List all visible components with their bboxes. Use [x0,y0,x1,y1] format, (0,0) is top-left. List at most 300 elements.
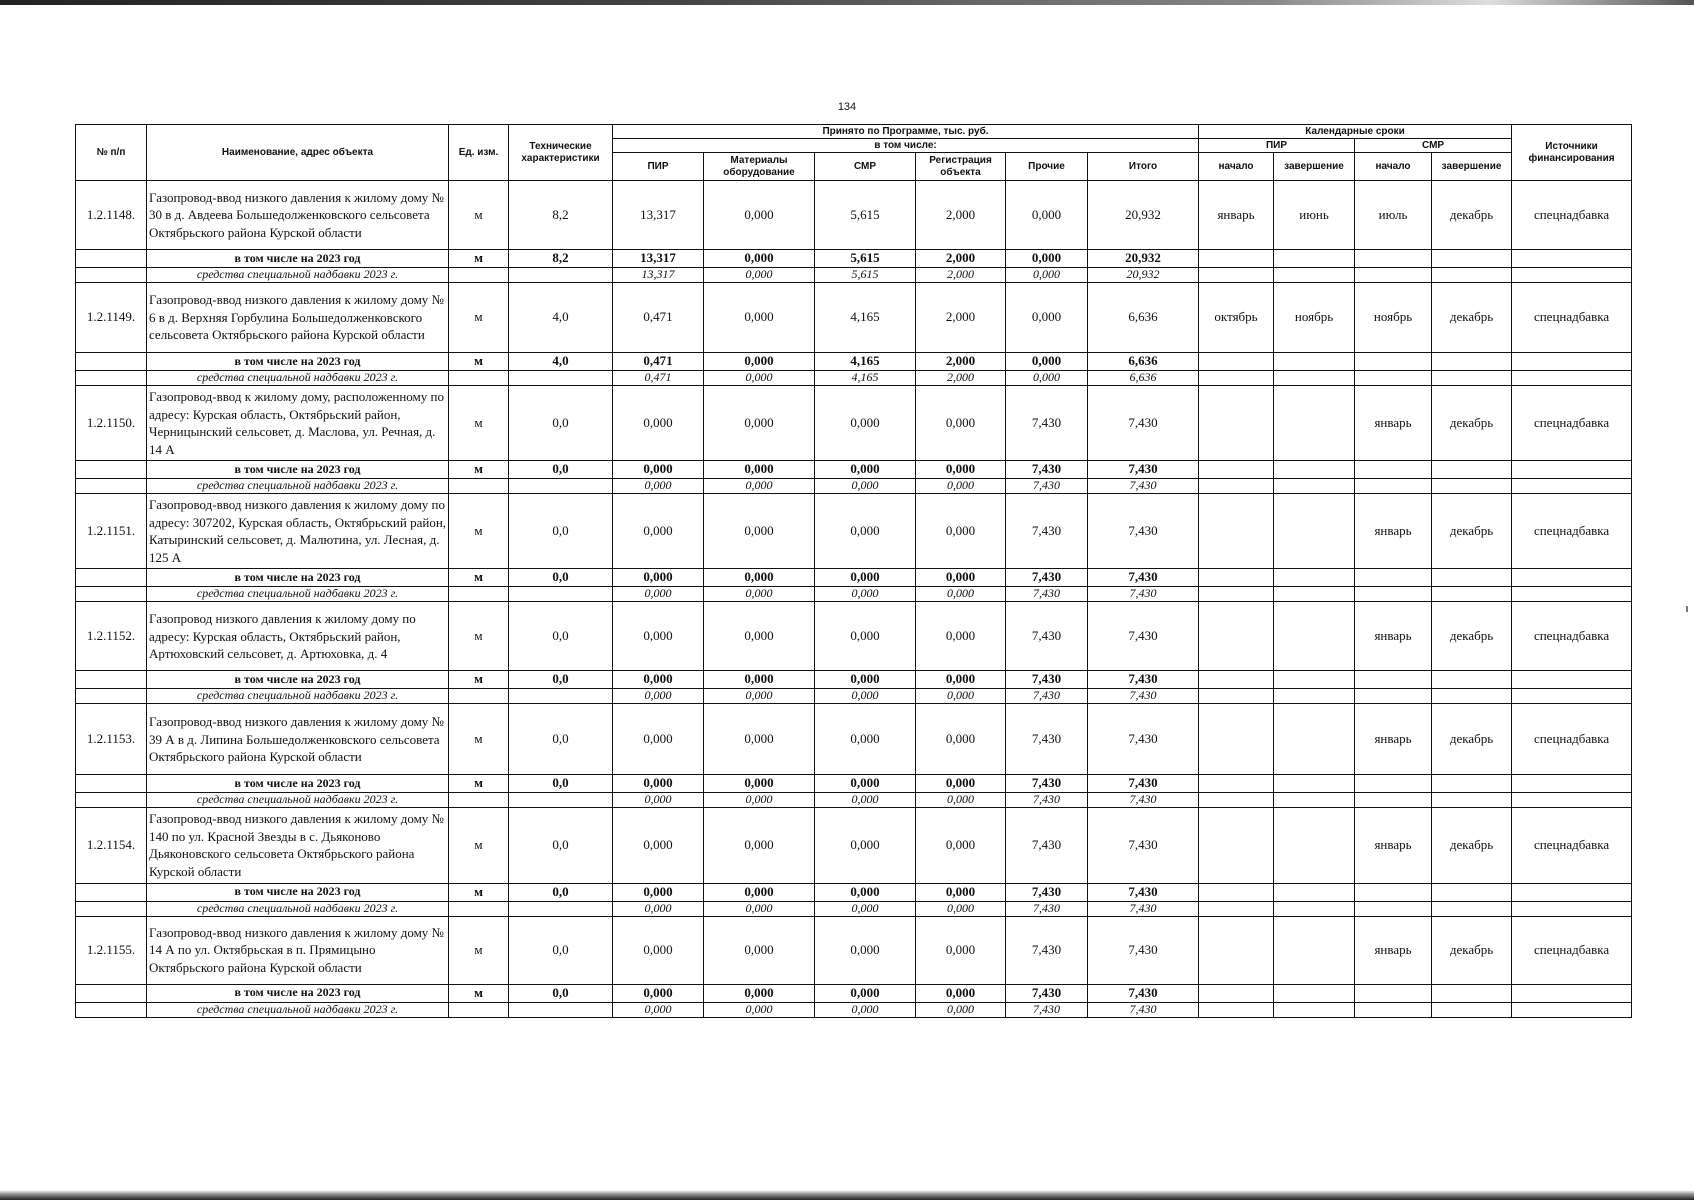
other-cell: 0,000 [1006,250,1088,268]
total-cell: 7,430 [1088,1002,1199,1017]
empty-cell [1432,689,1512,704]
special-surcharge-row [76,901,1632,916]
empty-cell [449,1002,509,1017]
including-header: в том числе: [613,139,1199,153]
other-cell: 7,430 [1006,704,1088,775]
empty-cell [1432,461,1512,479]
other-cell: 7,430 [1006,916,1088,984]
total-cell: 6,636 [1088,283,1199,353]
materials-cell: 0,000 [704,883,815,901]
empty-cell [1432,371,1512,386]
materials-cell: 0,000 [704,775,815,793]
total-cell: 7,430 [1088,916,1199,984]
other-cell: 7,430 [1006,587,1088,602]
pir-cell: 0,000 [613,602,704,671]
other-cell: 7,430 [1006,671,1088,689]
empty-cell [1512,353,1632,371]
pir-end-cell [1274,808,1355,883]
pir-cell: 0,000 [613,704,704,775]
total-cell: 6,636 [1088,371,1199,386]
empty-cell [1512,587,1632,602]
registration-cell: 0,000 [916,386,1006,461]
pir-start-cell: октябрь [1199,283,1274,353]
smr-cell: 0,000 [815,901,916,916]
smr-cell: 4,165 [815,283,916,353]
smr-cell: 0,000 [815,808,916,883]
smr-cell: 0,000 [815,569,916,587]
total-cell: 7,430 [1088,901,1199,916]
col-pir-header: ПИР [613,153,704,181]
object-name: Газопровод-ввод к жилому дому, расположенному по адресу: Курская область, Октябрьский район, Черницынский сельсовет, д. Маслова, ул. Речная, д. 14 А [147,386,449,461]
smr-end-cell: декабрь [1432,704,1512,775]
total-cell: 7,430 [1088,602,1199,671]
materials-cell: 0,000 [704,587,815,602]
special-surcharge-label: средства специальной надбавки 2023 г. [147,793,449,808]
col-smr-start-header: начало [1355,153,1432,181]
unit-cell: м [449,283,509,353]
special-surcharge-label: средства специальной надбавки 2023 г. [147,479,449,494]
empty-cell [1355,689,1432,704]
empty-cell [76,461,147,479]
other-cell: 7,430 [1006,793,1088,808]
header-row-1 [76,125,1632,139]
tech-cell: 0,0 [509,569,613,587]
empty-cell [76,793,147,808]
pir-cell: 0,000 [613,461,704,479]
empty-cell [1199,984,1274,1002]
special-surcharge-row [76,371,1632,386]
smr-start-cell: январь [1355,494,1432,569]
registration-cell: 2,000 [916,371,1006,386]
empty-cell [1274,793,1355,808]
empty-cell [1432,587,1512,602]
other-cell: 7,430 [1006,775,1088,793]
empty-cell [1355,479,1432,494]
year-2023-row [76,984,1632,1002]
unit-cell: м [449,250,509,268]
pir-cell: 0,000 [613,901,704,916]
source-cell: спецнадбавка [1512,494,1632,569]
special-surcharge-label: средства специальной надбавки 2023 г. [147,1002,449,1017]
special-surcharge-row [76,479,1632,494]
registration-cell: 2,000 [916,181,1006,250]
empty-cell [509,268,613,283]
smr-cell: 5,615 [815,268,916,283]
object-row [76,494,1632,569]
registration-cell: 0,000 [916,587,1006,602]
registration-cell: 0,000 [916,461,1006,479]
empty-cell [1199,587,1274,602]
empty-cell [1199,461,1274,479]
tech-cell: 0,0 [509,775,613,793]
empty-cell [1512,883,1632,901]
special-surcharge-row [76,587,1632,602]
materials-cell: 0,000 [704,268,815,283]
special-surcharge-row [76,793,1632,808]
empty-cell [1274,479,1355,494]
smr-cell: 0,000 [815,671,916,689]
year-2023-label: в том числе на 2023 год [147,250,449,268]
pir-end-cell [1274,602,1355,671]
col-total-header: Итого [1088,153,1199,181]
pir-cell: 0,000 [613,479,704,494]
calendar-header: Календарные сроки [1199,125,1512,139]
other-cell: 0,000 [1006,283,1088,353]
empty-cell [1512,984,1632,1002]
smr-end-cell: декабрь [1432,602,1512,671]
empty-cell [1355,984,1432,1002]
registration-cell: 0,000 [916,671,1006,689]
pir-end-cell [1274,386,1355,461]
empty-cell [449,371,509,386]
year-2023-label: в том числе на 2023 год [147,569,449,587]
empty-cell [509,371,613,386]
materials-cell: 0,000 [704,353,815,371]
pir-end-cell [1274,704,1355,775]
pir-end-cell: июнь [1274,181,1355,250]
unit-cell: м [449,775,509,793]
tech-cell: 0,0 [509,808,613,883]
other-cell: 7,430 [1006,689,1088,704]
unit-cell: м [449,353,509,371]
registration-cell: 0,000 [916,479,1006,494]
empty-cell [1274,353,1355,371]
registration-cell: 0,000 [916,883,1006,901]
year-2023-label: в том числе на 2023 год [147,353,449,371]
total-cell: 7,430 [1088,793,1199,808]
pir-start-cell [1199,602,1274,671]
empty-cell [1432,793,1512,808]
source-cell: спецнадбавка [1512,386,1632,461]
empty-cell [509,689,613,704]
pir-cell: 0,000 [613,671,704,689]
empty-cell [76,775,147,793]
empty-cell [1274,775,1355,793]
materials-cell: 0,000 [704,494,815,569]
materials-cell: 0,000 [704,250,815,268]
pir-start-cell [1199,704,1274,775]
other-cell: 7,430 [1006,602,1088,671]
special-surcharge-label: средства специальной надбавки 2023 г. [147,689,449,704]
col-registration-header: Регистрация объекта [916,153,1006,181]
object-number: 1.2.1149. [76,283,147,353]
col-unit-header: Ед. изм. [449,125,509,181]
smr-cell: 0,000 [815,775,916,793]
smr-cell: 0,000 [815,386,916,461]
tech-cell: 0,0 [509,671,613,689]
empty-cell [509,793,613,808]
empty-cell [1512,479,1632,494]
empty-cell [1199,689,1274,704]
object-number: 1.2.1155. [76,916,147,984]
other-cell: 7,430 [1006,386,1088,461]
other-cell: 7,430 [1006,461,1088,479]
empty-cell [1432,984,1512,1002]
year-2023-label: в том числе на 2023 год [147,883,449,901]
smr-cell: 0,000 [815,587,916,602]
empty-cell [76,268,147,283]
empty-cell [1432,1002,1512,1017]
empty-cell [1355,793,1432,808]
tech-cell: 0,0 [509,602,613,671]
materials-cell: 0,000 [704,371,815,386]
smr-end-cell: декабрь [1432,181,1512,250]
empty-cell [1355,1002,1432,1017]
registration-cell: 2,000 [916,268,1006,283]
year-2023-row [76,775,1632,793]
registration-cell: 0,000 [916,984,1006,1002]
registration-cell: 0,000 [916,775,1006,793]
pir-cell: 0,471 [613,353,704,371]
pir-cell: 0,000 [613,587,704,602]
registration-cell: 2,000 [916,250,1006,268]
total-cell: 7,430 [1088,461,1199,479]
total-cell: 7,430 [1088,494,1199,569]
registration-cell: 2,000 [916,353,1006,371]
smr-cell: 0,000 [815,479,916,494]
empty-cell [76,1002,147,1017]
pir-cell: 13,317 [613,268,704,283]
empty-cell [76,671,147,689]
object-row [76,704,1632,775]
smr-start-cell: январь [1355,808,1432,883]
empty-cell [1432,883,1512,901]
empty-cell [1355,587,1432,602]
object-number: 1.2.1152. [76,602,147,671]
pir-end-cell [1274,916,1355,984]
empty-cell [76,587,147,602]
col-smr-end-header: завершение [1432,153,1512,181]
unit-cell: м [449,569,509,587]
empty-cell [1355,883,1432,901]
total-cell: 7,430 [1088,775,1199,793]
scan-edge-top [0,0,1694,5]
unit-cell: м [449,883,509,901]
object-row [76,386,1632,461]
other-cell: 7,430 [1006,883,1088,901]
other-cell: 7,430 [1006,494,1088,569]
registration-cell: 2,000 [916,283,1006,353]
empty-cell [1274,461,1355,479]
smr-cell: 0,000 [815,602,916,671]
registration-cell: 0,000 [916,808,1006,883]
special-surcharge-row [76,1002,1632,1017]
total-cell: 7,430 [1088,984,1199,1002]
total-cell: 7,430 [1088,689,1199,704]
pir-cell: 13,317 [613,181,704,250]
materials-cell: 0,000 [704,793,815,808]
empty-cell [1512,250,1632,268]
materials-cell: 0,000 [704,984,815,1002]
total-cell: 20,932 [1088,181,1199,250]
smr-cell: 0,000 [815,1002,916,1017]
smr-start-cell: январь [1355,916,1432,984]
total-cell: 7,430 [1088,808,1199,883]
registration-cell: 0,000 [916,494,1006,569]
total-cell: 20,932 [1088,268,1199,283]
year-2023-label: в том числе на 2023 год [147,775,449,793]
pir-cell: 0,000 [613,916,704,984]
materials-cell: 0,000 [704,479,815,494]
year-2023-row [76,353,1632,371]
empty-cell [1512,901,1632,916]
source-cell: спецнадбавка [1512,283,1632,353]
pir-cell: 0,000 [613,775,704,793]
empty-cell [1199,569,1274,587]
empty-cell [76,250,147,268]
year-2023-label: в том числе на 2023 год [147,671,449,689]
object-number: 1.2.1148. [76,181,147,250]
empty-cell [509,1002,613,1017]
source-cell: спецнадбавка [1512,602,1632,671]
object-number: 1.2.1151. [76,494,147,569]
other-cell: 7,430 [1006,808,1088,883]
object-name: Газопровод-ввод низкого давления к жилому дому № 140 по ул. Красной Звезды в с. Дьяконово Дьяконовского сельсовета Октябрьского района Курской области [147,808,449,883]
empty-cell [1432,569,1512,587]
empty-cell [1274,1002,1355,1017]
tech-cell: 0,0 [509,494,613,569]
empty-cell [1432,268,1512,283]
pir-start-cell [1199,494,1274,569]
empty-cell [1512,461,1632,479]
tech-cell: 0,0 [509,461,613,479]
smr-cell: 0,000 [815,916,916,984]
source-cell: спецнадбавка [1512,808,1632,883]
tech-cell: 0,0 [509,984,613,1002]
unit-cell: м [449,916,509,984]
pir-cell: 0,000 [613,793,704,808]
smr-cell: 5,615 [815,250,916,268]
total-cell: 7,430 [1088,386,1199,461]
tech-cell: 0,0 [509,704,613,775]
pir-cell: 0,471 [613,283,704,353]
col-sources-header: Источники финансирования [1512,125,1632,181]
empty-cell [509,587,613,602]
empty-cell [76,479,147,494]
materials-cell: 0,000 [704,461,815,479]
unit-cell: м [449,704,509,775]
materials-cell: 0,000 [704,808,815,883]
pir-cell: 0,000 [613,984,704,1002]
empty-cell [1199,883,1274,901]
smr-start-cell: ноябрь [1355,283,1432,353]
empty-cell [449,479,509,494]
object-number: 1.2.1150. [76,386,147,461]
source-cell: спецнадбавка [1512,181,1632,250]
pir-cell: 0,000 [613,494,704,569]
empty-cell [1199,371,1274,386]
total-cell: 7,430 [1088,479,1199,494]
empty-cell [1274,984,1355,1002]
smr-end-cell: декабрь [1432,386,1512,461]
smr-start-cell: январь [1355,386,1432,461]
registration-cell: 0,000 [916,569,1006,587]
smr-cell: 0,000 [815,494,916,569]
col-materials-header: Материалы оборудование [704,153,815,181]
smr-cell: 0,000 [815,984,916,1002]
empty-cell [1355,775,1432,793]
cal-pir-header: ПИР [1199,139,1355,153]
total-cell: 7,430 [1088,569,1199,587]
empty-cell [1355,569,1432,587]
tech-cell: 8,2 [509,181,613,250]
col-num-header: № п/п [76,125,147,181]
materials-cell: 0,000 [704,602,815,671]
tech-cell: 4,0 [509,283,613,353]
empty-cell [1199,901,1274,916]
accepted-header: Принято по Программе, тыс. руб. [613,125,1199,139]
col-pir-start-header: начало [1199,153,1274,181]
total-cell: 7,430 [1088,704,1199,775]
empty-cell [76,901,147,916]
unit-cell: м [449,602,509,671]
scan-edge-bottom [0,1190,1694,1200]
materials-cell: 0,000 [704,671,815,689]
unit-cell: м [449,984,509,1002]
empty-cell [449,587,509,602]
empty-cell [1274,671,1355,689]
empty-cell [1199,1002,1274,1017]
program-table [75,124,1632,1018]
empty-cell [1274,268,1355,283]
smr-cell: 0,000 [815,461,916,479]
materials-cell: 0,000 [704,1002,815,1017]
registration-cell: 0,000 [916,793,1006,808]
empty-cell [1432,479,1512,494]
registration-cell: 0,000 [916,704,1006,775]
object-row [76,602,1632,671]
empty-cell [1355,671,1432,689]
empty-cell [1432,901,1512,916]
registration-cell: 0,000 [916,1002,1006,1017]
total-cell: 6,636 [1088,353,1199,371]
empty-cell [1199,479,1274,494]
other-cell: 7,430 [1006,984,1088,1002]
empty-cell [1199,353,1274,371]
object-name: Газопровод-ввод низкого давления к жилому дому № 14 А по ул. Октябрьская в п. Прямицыно Октябрьского района Курской области [147,916,449,984]
materials-cell: 0,000 [704,569,815,587]
registration-cell: 0,000 [916,602,1006,671]
empty-cell [1274,901,1355,916]
empty-cell [1512,775,1632,793]
empty-cell [76,371,147,386]
total-cell: 7,430 [1088,671,1199,689]
smr-start-cell: июль [1355,181,1432,250]
smr-cell: 4,165 [815,371,916,386]
smr-cell: 0,000 [815,793,916,808]
materials-cell: 0,000 [704,386,815,461]
empty-cell [449,689,509,704]
empty-cell [1512,569,1632,587]
empty-cell [76,984,147,1002]
pir-cell: 0,000 [613,1002,704,1017]
materials-cell: 0,000 [704,689,815,704]
col-name-header: Наименование, адрес объекта [147,125,449,181]
empty-cell [1432,353,1512,371]
empty-cell [1274,883,1355,901]
special-surcharge-label: средства специальной надбавки 2023 г. [147,268,449,283]
materials-cell: 0,000 [704,283,815,353]
smr-cell: 0,000 [815,704,916,775]
empty-cell [1355,353,1432,371]
pir-cell: 0,000 [613,569,704,587]
other-cell: 0,000 [1006,353,1088,371]
empty-cell [76,569,147,587]
object-name: Газопровод низкого давления к жилому дому по адресу: Курская область, Октябрьский район, Артюховский сельсовет, д. Артюховка, д. 4 [147,602,449,671]
pir-cell: 0,471 [613,371,704,386]
tech-cell: 0,0 [509,386,613,461]
empty-cell [1355,250,1432,268]
